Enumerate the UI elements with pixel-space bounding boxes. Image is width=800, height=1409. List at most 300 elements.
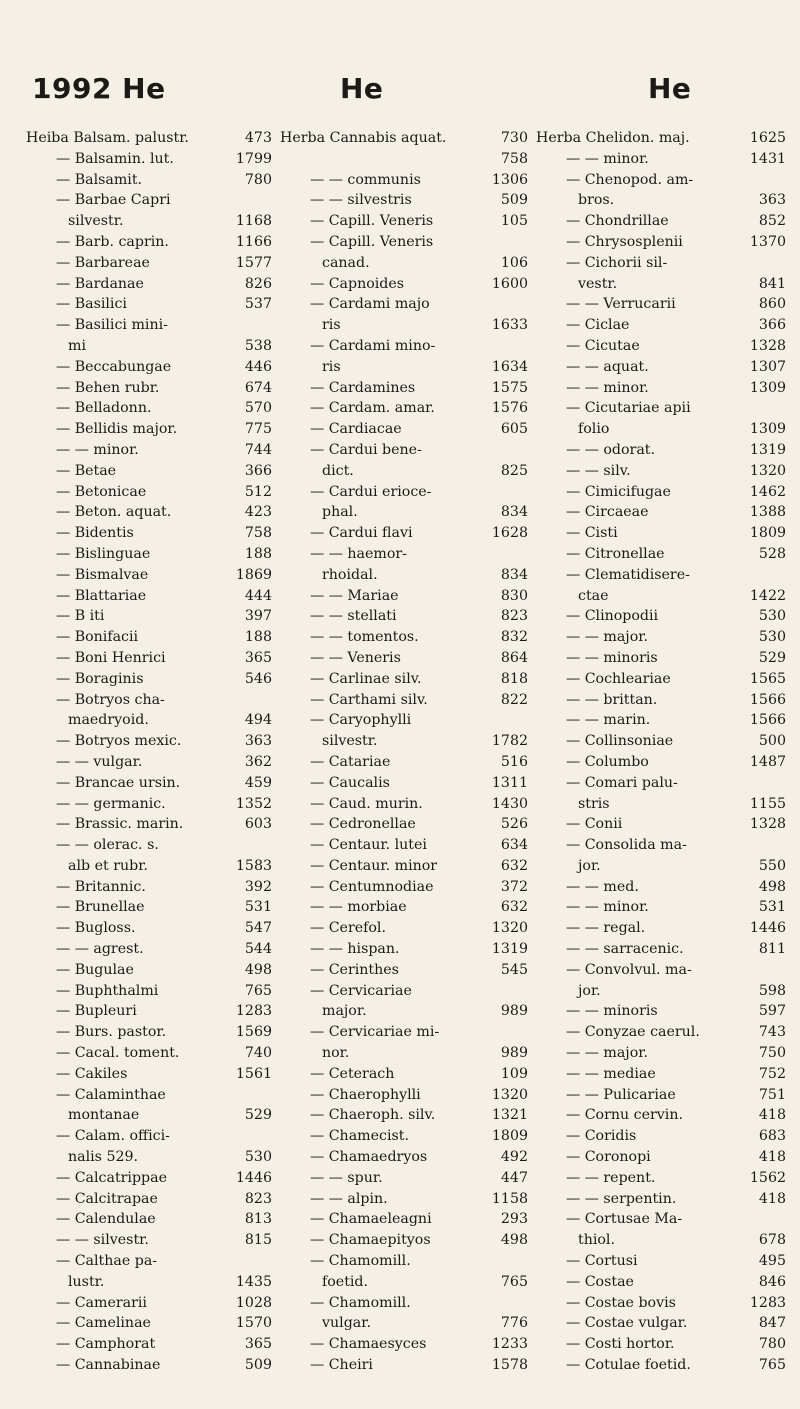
entry-term: ris: [322, 358, 341, 375]
entry-page-number: 1575: [491, 379, 528, 396]
entry-page-number: 418: [758, 1107, 786, 1124]
index-entry: [26, 419, 290, 440]
entry-term: — — med.: [566, 878, 639, 895]
entry-term: — — morbiae: [310, 899, 407, 916]
entry-term: Herba Chelidon. maj.: [536, 130, 690, 146]
entry-page-number: 1569: [235, 1024, 272, 1041]
index-entry: [280, 752, 542, 773]
index-entry: [26, 1189, 290, 1210]
page-header: [0, 72, 800, 112]
entry-page-number: 846: [758, 1273, 786, 1290]
entry-term: — Boni Henrici: [56, 649, 166, 666]
entry-page-number: 365: [244, 649, 272, 666]
entry-term: — — silvestris: [310, 192, 412, 209]
entry-page-number: 546: [244, 670, 272, 687]
index-entry: [280, 794, 542, 815]
entry-term: — Collinsoniae: [566, 733, 674, 750]
index-entry: [26, 939, 290, 960]
entry-page-number: 1869: [235, 566, 272, 583]
index-entry: [536, 669, 794, 690]
entry-term: — Costae vulgar.: [566, 1315, 688, 1332]
index-entry: [26, 606, 290, 627]
index-entry: [536, 752, 794, 773]
entry-term: — Calaminthae: [56, 1086, 166, 1103]
index-entry: [536, 378, 794, 399]
index-entry: [536, 190, 794, 211]
index-entry: [26, 357, 290, 378]
entry-page-number: 830: [500, 587, 528, 604]
entry-page-number: 106: [500, 254, 528, 271]
index-entry: [280, 294, 542, 315]
entry-term: — Beccabungae: [56, 358, 172, 375]
index-entry: [280, 856, 542, 877]
entry-term: — Chamomill.: [310, 1253, 411, 1270]
entry-page-number: 362: [244, 753, 272, 770]
index-entry: [26, 710, 290, 731]
index-entry: [280, 170, 542, 191]
entry-term: — Camelinae: [56, 1315, 151, 1332]
index-entry: [26, 897, 290, 918]
index-entry: [26, 1230, 290, 1251]
index-entry: [26, 378, 290, 399]
index-entry: [280, 502, 542, 523]
entry-term: — Britannic.: [56, 878, 146, 895]
index-entry: [536, 794, 794, 815]
entry-page-number: 363: [244, 733, 272, 750]
index-entry: [536, 897, 794, 918]
index-entry: [26, 1001, 290, 1022]
entry-page-number: 498: [244, 961, 272, 978]
entry-page-number: 1562: [749, 1169, 786, 1186]
entry-page-number: 1782: [491, 733, 528, 750]
entry-page-number: 825: [500, 462, 528, 479]
entry-term: — Camerarii: [56, 1294, 147, 1311]
entry-page-number: 1309: [749, 379, 786, 396]
entry-term: — Bismalvae: [56, 566, 149, 583]
index-entry: [536, 877, 794, 898]
entry-term: — — silv.: [566, 462, 631, 479]
entry-page-number: 989: [500, 1003, 528, 1020]
index-entry: [280, 773, 542, 794]
index-entry: [280, 1251, 542, 1272]
entry-term: canad.: [322, 254, 370, 271]
index-entry: [26, 1022, 290, 1043]
index-entry: [26, 856, 290, 877]
entry-term: — Costae: [566, 1273, 634, 1290]
entry-page-number: 366: [244, 462, 272, 479]
entry-term: dict.: [322, 462, 354, 479]
index-entry: [26, 794, 290, 815]
entry-term: — — hispan.: [310, 941, 400, 958]
entry-term: — Camphorat: [56, 1336, 156, 1353]
entry-term: — Cicutae: [566, 337, 640, 354]
index-entry: [26, 440, 290, 461]
index-entry: [280, 960, 542, 981]
entry-term: — Coridis: [566, 1128, 637, 1145]
entry-page-number: 1809: [491, 1128, 528, 1145]
entry-page-number: 530: [758, 608, 786, 625]
entry-page-number: 109: [500, 1065, 528, 1082]
entry-page-number: 392: [244, 878, 272, 895]
entry-term: — Comari palu-: [566, 774, 678, 791]
entry-term: — — regal.: [566, 920, 646, 937]
index-entry: [26, 648, 290, 669]
index-entry: [26, 1251, 290, 1272]
page-number-headword: 1992 He: [32, 72, 166, 105]
index-entry: [536, 502, 794, 523]
index-entry: [26, 1168, 290, 1189]
index-entry: [26, 315, 290, 336]
index-entry: [536, 1251, 794, 1272]
entry-page-number: 509: [244, 1357, 272, 1374]
entry-term: — Cardui erioce-: [310, 483, 432, 500]
entry-page-number: 547: [244, 920, 272, 937]
index-entry: [280, 1001, 542, 1022]
entry-page-number: 852: [758, 213, 786, 230]
entry-page-number: 1311: [491, 774, 528, 791]
index-entry: [536, 710, 794, 731]
entry-page-number: 1321: [491, 1107, 528, 1124]
index-entry: [280, 877, 542, 898]
entry-term: — Conii: [566, 816, 623, 833]
entry-term: — Cichorii sil-: [566, 254, 668, 271]
entry-page-number: 1422: [749, 587, 786, 604]
entry-term: — Centaur. lutei: [310, 837, 427, 854]
entry-page-number: 492: [500, 1149, 528, 1166]
index-entry: [26, 294, 290, 315]
entry-page-number: 605: [500, 421, 528, 438]
entry-term: — Basilici: [56, 296, 127, 313]
entry-term: — Burs. pastor.: [56, 1024, 167, 1041]
entry-term: vulgar.: [322, 1315, 371, 1332]
entry-term: — Caryophylli: [310, 712, 412, 729]
index-entry: [536, 565, 794, 586]
entry-page-number: 529: [758, 649, 786, 666]
entry-page-number: 1566: [749, 712, 786, 729]
index-entry: [26, 1355, 290, 1376]
entry-term: — Cervicariae: [310, 982, 412, 999]
entry-term: — Clinopodii: [566, 608, 659, 625]
entry-page-number: 529: [244, 1107, 272, 1124]
center-headword: He: [340, 72, 384, 105]
entry-term: nor.: [322, 1045, 350, 1062]
entry-term: maedryoid.: [68, 712, 149, 729]
entry-term: ctae: [578, 587, 609, 604]
entry-term: — — communis: [310, 171, 421, 188]
index-entry: [536, 232, 794, 253]
entry-term: — Bupleuri: [56, 1003, 137, 1020]
entry-page-number: 1309: [749, 421, 786, 438]
entry-page-number: 530: [758, 629, 786, 646]
entry-term: — Cotulae foetid.: [566, 1357, 691, 1374]
entry-page-number: 423: [244, 504, 272, 521]
index-entry: [536, 1022, 794, 1043]
entry-page-number: 188: [244, 545, 272, 562]
entry-term: — Conyzae caerul.: [566, 1024, 700, 1041]
entry-term: — Barbae Capri: [56, 192, 171, 209]
index-entry: [280, 1313, 542, 1334]
entry-term: — Carthami silv.: [310, 691, 428, 708]
index-entry: [536, 1313, 794, 1334]
index-entry: [280, 690, 542, 711]
index-entry: [536, 1064, 794, 1085]
entry-term: — Cedronellae: [310, 816, 416, 833]
index-entry: [536, 1043, 794, 1064]
index-entry: [280, 1043, 542, 1064]
entry-page-number: 1561: [235, 1065, 272, 1082]
index-entry: [536, 835, 794, 856]
entry-page-number: 730: [500, 130, 528, 146]
entry-page-number: 516: [500, 753, 528, 770]
entry-term: — Carlinae silv.: [310, 670, 422, 687]
index-entry: [280, 606, 542, 627]
index-column-left: [26, 128, 290, 1376]
index-entry: [536, 128, 794, 149]
entry-term: — — spur.: [310, 1169, 383, 1186]
entry-term: — Cortusae Ma-: [566, 1211, 683, 1228]
entry-term: bros.: [578, 192, 615, 209]
entry-page-number: 500: [758, 733, 786, 750]
entry-page-number: 1370: [749, 233, 786, 250]
entry-term: — Cornu cervin.: [566, 1107, 683, 1124]
index-entry: [26, 565, 290, 586]
entry-page-number: 989: [500, 1045, 528, 1062]
entry-page-number: 775: [244, 421, 272, 438]
index-entry: [280, 232, 542, 253]
entry-term: vestr.: [578, 275, 618, 292]
index-entry: [536, 315, 794, 336]
index-entry: [280, 1147, 542, 1168]
entry-term: — — aquat.: [566, 358, 649, 375]
entry-term: — Bardanae: [56, 275, 144, 292]
entry-term: — Bugloss.: [56, 920, 136, 937]
index-entry: [536, 1105, 794, 1126]
index-entry: [26, 398, 290, 419]
index-entry: [26, 627, 290, 648]
entry-page-number: 1430: [491, 795, 528, 812]
entry-page-number: 632: [500, 899, 528, 916]
index-entry: [26, 211, 290, 232]
entry-page-number: 847: [758, 1315, 786, 1332]
index-entry: [536, 336, 794, 357]
entry-term: — — silvestr.: [56, 1232, 149, 1249]
entry-page-number: 418: [758, 1190, 786, 1207]
index-entry: [26, 544, 290, 565]
entry-term: — Circaeae: [566, 504, 649, 521]
index-entry: [280, 1022, 542, 1043]
index-entry: [26, 1126, 290, 1147]
entry-term: — — Veneris: [310, 649, 401, 666]
index-entry: [536, 1147, 794, 1168]
index-entry: [280, 440, 542, 461]
entry-page-number: 1628: [491, 525, 528, 542]
entry-term: — — repent.: [566, 1169, 656, 1186]
entry-page-number: 1283: [235, 1003, 272, 1020]
entry-page-number: 544: [244, 941, 272, 958]
index-entry: [536, 149, 794, 170]
index-entry: [26, 731, 290, 752]
index-entry: [536, 461, 794, 482]
index-entry: [536, 1355, 794, 1376]
index-entry: [26, 1334, 290, 1355]
entry-page-number: 744: [244, 441, 272, 458]
entry-term: — Costi hortor.: [566, 1336, 675, 1353]
entry-term: — — agrest.: [56, 941, 144, 958]
index-entry: [280, 669, 542, 690]
entry-term: — Balsamit.: [56, 171, 143, 188]
index-entry: [280, 1230, 542, 1251]
entry-page-number: 1320: [491, 920, 528, 937]
index-entry: [280, 419, 542, 440]
entry-term: — Cardamines: [310, 379, 416, 396]
entry-page-number: 494: [244, 712, 272, 729]
index-entry: [26, 960, 290, 981]
entry-page-number: 1155: [749, 795, 786, 812]
entry-term: — Basilici mini-: [56, 317, 168, 334]
entry-term: — Cochleariae: [566, 670, 671, 687]
entry-term: — Chamaesyces: [310, 1336, 427, 1353]
entry-page-number: 446: [244, 358, 272, 375]
entry-term: — — major.: [566, 629, 648, 646]
entry-page-number: 1158: [491, 1190, 528, 1207]
index-entry: [536, 1334, 794, 1355]
entry-term: — Boraginis: [56, 670, 144, 687]
index-entry: [26, 128, 290, 149]
index-entry: [280, 482, 542, 503]
index-entry: [280, 586, 542, 607]
entry-term: — Balsamin. lut.: [56, 150, 174, 167]
index-entry: [536, 482, 794, 503]
index-column-right: [536, 128, 794, 1376]
index-entry: [26, 274, 290, 295]
entry-page-number: 1028: [235, 1294, 272, 1311]
entry-page-number: 822: [500, 691, 528, 708]
index-entry: [26, 981, 290, 1002]
entry-term: mi: [68, 337, 86, 354]
entry-term: — Coronopi: [566, 1149, 651, 1166]
entry-page-number: 1319: [749, 441, 786, 458]
index-entry: [280, 274, 542, 295]
entry-page-number: 834: [500, 504, 528, 521]
entry-term: — — Verrucarii: [566, 296, 676, 313]
index-entry: [536, 1168, 794, 1189]
entry-term: — Cakiles: [56, 1065, 128, 1082]
index-entry: [536, 253, 794, 274]
entry-page-number: 570: [244, 400, 272, 417]
index-entry: [280, 1064, 542, 1085]
index-entry: [280, 1189, 542, 1210]
index-entry: [280, 710, 542, 731]
entry-term: — Bidentis: [56, 525, 134, 542]
index-entry: [280, 835, 542, 856]
index-entry: [280, 918, 542, 939]
entry-page-number: 740: [244, 1045, 272, 1062]
entry-page-number: 1583: [235, 857, 272, 874]
index-entry: [26, 1043, 290, 1064]
entry-page-number: 1577: [235, 254, 272, 271]
entry-page-number: 603: [244, 816, 272, 833]
entry-page-number: 813: [244, 1211, 272, 1228]
entry-term: — Bislinguae: [56, 545, 151, 562]
entry-page-number: 1446: [235, 1169, 272, 1186]
index-entry: [536, 294, 794, 315]
index-entry: [536, 606, 794, 627]
entry-page-number: 459: [244, 774, 272, 791]
entry-page-number: 758: [500, 150, 528, 167]
entry-page-number: 528: [758, 545, 786, 562]
index-entry: [26, 690, 290, 711]
entry-term: — Buphthalmi: [56, 982, 159, 999]
entry-term: stris: [578, 795, 610, 812]
entry-term: silvestr.: [322, 733, 378, 750]
entry-page-number: 750: [758, 1045, 786, 1062]
entry-term: — Caud. murin.: [310, 795, 423, 812]
entry-page-number: 597: [758, 1003, 786, 1020]
entry-page-number: 530: [244, 1149, 272, 1166]
entry-term: — Blattariae: [56, 587, 147, 604]
entry-term: ris: [322, 317, 341, 334]
entry-page-number: 1600: [491, 275, 528, 292]
entry-term: — Betonicae: [56, 483, 147, 500]
entry-term: — Cerinthes: [310, 961, 399, 978]
index-entry: [280, 627, 542, 648]
entry-term: — — germanic.: [56, 795, 166, 812]
entry-page-number: 1431: [749, 150, 786, 167]
entry-term: — Capnoides: [310, 275, 405, 292]
index-entry: [26, 918, 290, 939]
entry-page-number: 105: [500, 213, 528, 230]
index-entry: [26, 336, 290, 357]
entry-term: thiol.: [578, 1232, 615, 1249]
index-entry: [280, 315, 542, 336]
entry-page-number: 678: [758, 1232, 786, 1249]
entry-term: — Catariae: [310, 753, 391, 770]
entry-term: — Cimicifugae: [566, 483, 671, 500]
entry-term: — Bugulae: [56, 961, 134, 978]
index-entry: [536, 523, 794, 544]
entry-term: — Brunellae: [56, 899, 145, 916]
index-entry: [280, 128, 542, 149]
entry-page-number: 188: [244, 629, 272, 646]
entry-page-number: 1799: [235, 150, 272, 167]
index-entry: [536, 939, 794, 960]
entry-term: — Beton. aquat.: [56, 504, 172, 521]
entry-page-number: 752: [758, 1065, 786, 1082]
entry-term: — — mediae: [566, 1065, 656, 1082]
entry-page-number: 1283: [749, 1294, 786, 1311]
entry-term: — — vulgar.: [56, 753, 143, 770]
entry-page-number: 1446: [749, 920, 786, 937]
entry-page-number: 834: [500, 566, 528, 583]
entry-term: jor.: [578, 857, 601, 874]
entry-page-number: 758: [244, 525, 272, 542]
index-entry: [280, 336, 542, 357]
entry-page-number: 538: [244, 337, 272, 354]
index-entry: [536, 357, 794, 378]
index-entry: [536, 586, 794, 607]
entry-term: — Calendulae: [56, 1211, 156, 1228]
entry-page-number: 495: [758, 1253, 786, 1270]
entry-term: — Bonifacii: [56, 629, 139, 646]
index-entry: [280, 1105, 542, 1126]
entry-term: silvestr.: [68, 213, 124, 230]
index-entry: [26, 669, 290, 690]
index-entry: [280, 1293, 542, 1314]
index-entry: [280, 211, 542, 232]
index-entry: [536, 274, 794, 295]
entry-term: jor.: [578, 982, 601, 999]
entry-term: — Chaeroph. silv.: [310, 1107, 436, 1124]
